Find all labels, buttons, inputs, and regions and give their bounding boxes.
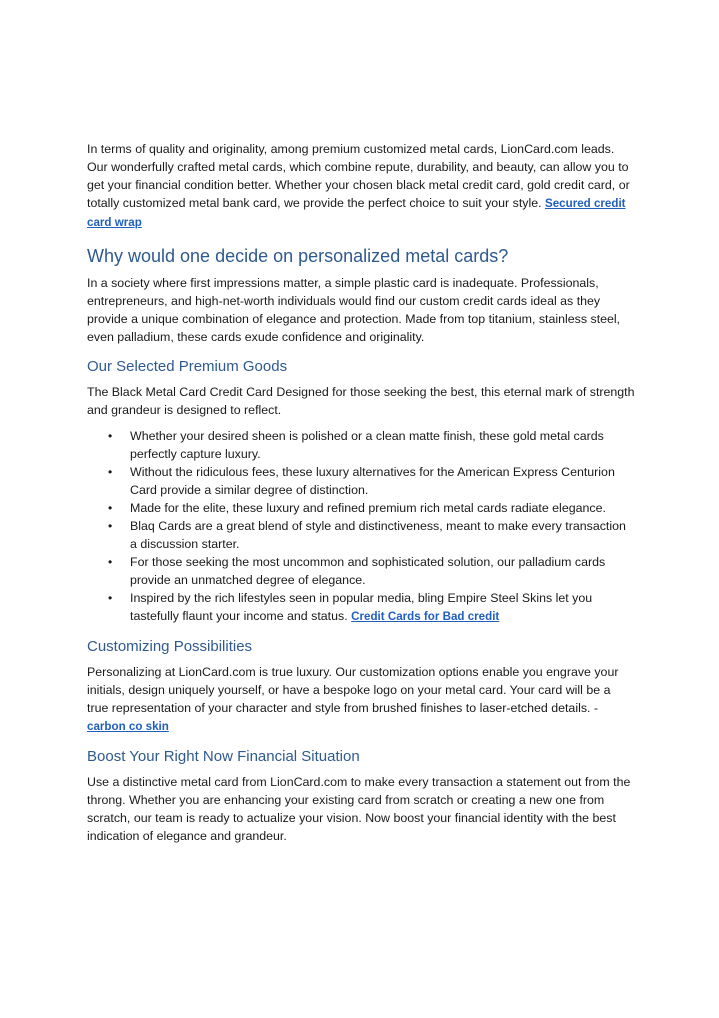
customizing-paragraph [87,663,635,736]
premium-goods-list [87,427,635,626]
premium-goods-paragraph: The Black Metal Card Credit Card Designed for those seeking the best, this eternal mark of strength and grandeur is designed to reflect. [87,385,635,417]
list-item-text: Whether your desired sheen is polished or a clean matte finish, these gold metal cards perfectly capture luxury. [130,429,604,461]
customizing-heading: Customizing Possibilities [87,638,253,655]
bullet-icon: • [108,555,113,569]
bullet-icon: • [108,429,113,443]
list-item [87,517,635,553]
intro-text: In terms of quality and originality, among premium customized metal cards, LionCard.com leads. Our wonderfully crafted metal cards, which combine repute, durability, and beauty, can allow you to get your financial condition better. Whether your chosen black metal credit card, gold credit card, or totally customized metal bank card, we provide the perfect choice to suit your style. [87,142,630,210]
boost-heading: Boost Your Right Now Financial Situation [87,748,360,765]
list-item-text: Without the ridiculous fees, these luxury alternatives for the American Express Centurion Card provide a similar degree of distinction. [130,465,615,497]
list-item [87,589,635,626]
intro-paragraph [87,140,635,232]
premium-goods-heading: Our Selected Premium Goods [87,358,288,375]
why-heading: Why would one decide on personalized metal cards? [87,246,509,266]
list-item-text: For those seeking the most uncommon and sophisticated solution, our palladium cards provide an unmatched degree of elegance. [130,555,606,587]
why-paragraph: In a society where first impressions matter, a simple plastic card is inadequate. Professionals, entrepreneurs, and high-net-worth individuals would find our custom credit cards ideal as they provide a unique combination of elegance and protection. Made from top titanium, stainless steel, even palladium, these cards exude confidence and originality. [87,276,621,344]
list-item [87,499,635,517]
list-item [87,463,635,499]
boost-paragraph: Use a distinctive metal card from LionCard.com to make every transaction a statement out from the throng. Whether you are enhancing your existing card from scratch or creating a new one from scratch, our team is ready to actualize your vision. Now boost your financial identity with the best indication of elegance and grandeur. [87,775,631,843]
list-item-text: Blaq Cards are a great blend of style and distinctiveness, meant to make every transaction a discussion starter. [130,519,626,551]
list-item-text: Made for the elite, these luxury and refined premium rich metal cards radiate elegance. [130,501,606,515]
bullet-icon: • [108,465,113,479]
carbon-co-skin-link[interactable]: carbon co skin [87,720,169,733]
document-page [87,140,635,845]
list-item [87,553,635,589]
list-item [87,427,635,463]
credit-cards-bad-credit-link[interactable]: Credit Cards for Bad credit [351,610,500,623]
bullet-icon: • [108,519,113,533]
bullet-icon: • [108,591,113,605]
list-item-text: Inspired by the rich lifestyles seen in popular media, bling Empire Steel Skins let you tastefully flaunt your income and status. [130,591,593,623]
secured-credit-card-wrap-link[interactable]: Secured credit card wrap [87,197,626,229]
customizing-text: Personalizing at LionCard.com is true luxury. Our customization options enable you engrave your initials, design uniquely yourself, or have a bespoke logo on your metal card. Your card will be a true representation of your character and style from brushed finishes to laser-etched details. - [87,665,619,715]
bullet-icon: • [108,501,113,515]
